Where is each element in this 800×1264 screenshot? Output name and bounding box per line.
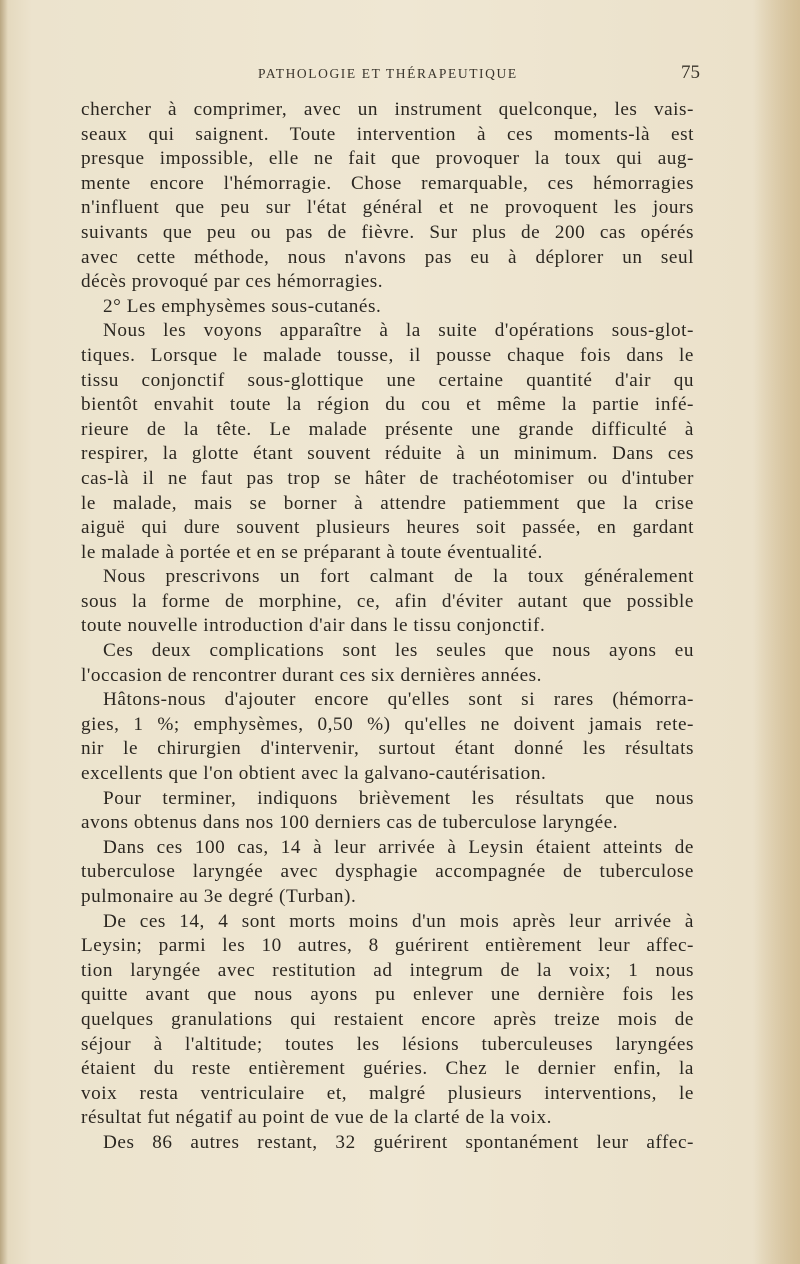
text-line: rieure de la tête. Le malade présente une grande difficulté à [81,418,694,440]
text-line: étaient du reste entièrement guéries. Chez le dernier enfin, la [81,1058,694,1080]
text-line: Leysin; parmi les 10 autres, 8 guérirent entièrement leur affec- [81,935,694,957]
text-line: seaux qui saignent. Toute intervention à ces moments-là est [81,123,694,145]
text-line: résultat fut négatif au point de vue de la clarté de la voix. [81,1107,552,1129]
page-number: 75 [681,62,700,83]
text-line: quitte avant que nous ayons pu enlever une dernière fois les [81,984,694,1006]
text-line: décès provoqué par ces hémorragies. [81,271,384,293]
page-gutter-shadow [0,0,8,1264]
text-line: tissu conjonctif sous-glottique une certaine quantité d'air qu [81,369,694,391]
running-head-title: PATHOLOGIE ET THÉRAPEUTIQUE [258,66,518,81]
text-line: 2° Les emphysèmes sous-cutanés. [103,295,382,317]
text-line: séjour à l'altitude; toutes les lésions tuberculeuses laryngées [81,1033,694,1055]
text-line: nir le chirurgien d'intervenir, surtout étant donné les résultats [81,738,694,760]
text-line: quelques granulations qui restaient encore après treize mois de [81,1008,694,1030]
text-line: Dans ces 100 cas, 14 à leur arrivée à Leysin étaient atteints de [103,836,694,858]
text-line: tion laryngée avec restitution ad integrum de la voix; 1 nous [81,959,694,981]
text-line: le malade à portée et en se préparant à toute éventualité. [81,541,543,563]
text-line: n'influent que peu sur l'état général et ne provoquent les jours [81,197,694,219]
text-line: suivants que peu ou pas de fièvre. Sur plus de 200 cas opérés [81,221,694,243]
text-line: Des 86 autres restant, 32 guérirent spontanément leur affec- [103,1131,694,1153]
text-line: pulmonaire au 3e degré (Turban). [81,886,357,907]
text-line: mente encore l'hémorragie. Chose remarquable, ces hémorragies [81,172,694,194]
text-line: chercher à comprimer, avec un instrument quelconque, les vais- [81,99,694,120]
text-line: aiguë qui dure souvent plusieurs heures soit passée, en gardant [81,517,694,539]
text-line: Pour terminer, indiquons brièvement les résultats que nous [103,787,694,809]
text-line: excellents que l'on obtient avec la galvano-cautérisation. [81,763,547,785]
text-line: respirer, la glotte étant souvent réduite à un minimum. Dans ces [81,443,694,465]
text-line: Nous prescrivons un fort calmant de la toux généralement [103,566,694,588]
text-line: avons obtenus dans nos 100 derniers cas de tuberculose laryngée. [81,812,619,834]
text-line: Ces deux complications sont les seules que nous ayons eu [103,640,694,662]
text-line: l'occasion de rencontrer durant ces six dernières années. [81,664,543,686]
text-line: bientôt envahit toute la région du cou et même la partie infé- [81,394,694,416]
text-line: tiques. Lorsque le malade tousse, il pousse chaque fois dans le [81,344,694,366]
running-head [80,62,700,88]
text-line: presque impossible, elle ne fait que provoquer la toux qui aug- [81,148,694,170]
text-line: avec cette méthode, nous n'avons pas eu à déplorer un seul [81,246,694,268]
text-line: le malade, mais se borner à attendre patiemment que la crise [81,492,694,514]
text-line: Hâtons-nous d'ajouter encore qu'elles sont si rares (hémorra- [103,689,694,711]
text-line: toute nouvelle introduction d'air dans le tissu conjonctif. [81,615,546,637]
text-line: De ces 14, 4 sont morts moins d'un mois après leur arrivée à [103,910,694,932]
body-text [81,98,694,1156]
text-line: tuberculose laryngée avec dysphagie accompagnée de tuberculose [81,861,694,883]
text-line: voix resta ventriculaire et, malgré plusieurs interventions, le [81,1082,694,1104]
text-line: gies, 1 %; emphysèmes, 0,50 %) qu'elles ne doivent jamais rete- [81,713,694,735]
text-line: Nous les voyons apparaître à la suite d'opérations sous-glot- [103,320,694,342]
text-line: sous la forme de morphine, ce, afin d'éviter autant que possible [81,590,694,612]
text-line: cas-là il ne faut pas trop se hâter de trachéotomiser ou d'intuber [81,467,694,489]
